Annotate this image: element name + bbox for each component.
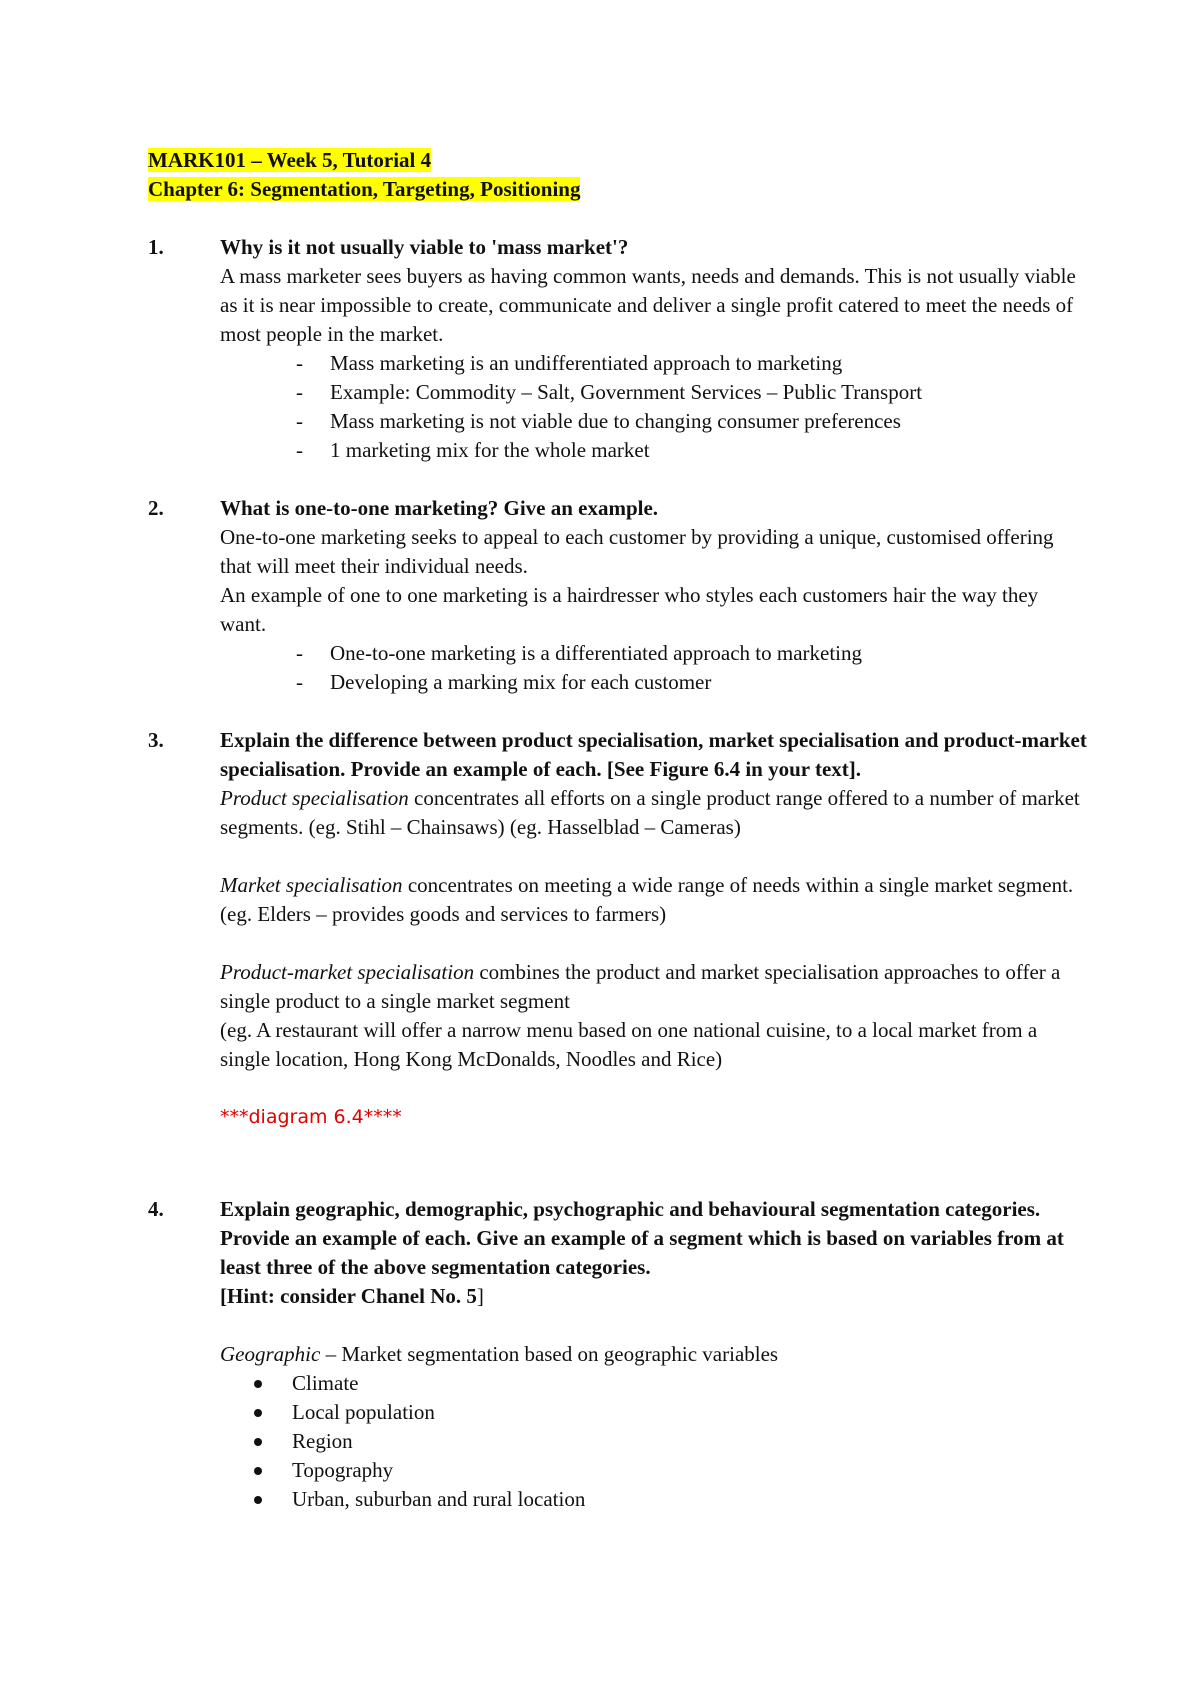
- list-item: - 1 marketing mix for the whole market: [220, 436, 1088, 465]
- question-3: [148, 726, 1088, 1132]
- list-item: Climate: [220, 1369, 1088, 1398]
- term: Product specialisation: [220, 786, 409, 810]
- question-number: 3.: [148, 728, 164, 752]
- question-2: [148, 494, 1088, 697]
- answer-paragraph: Product specialisation concentrates all efforts on a single product range offered to a number of market segments. (eg. Stihl – Chainsaws) (eg. Hasselblad – Cameras): [220, 786, 1080, 839]
- list-item: Region: [220, 1427, 1088, 1456]
- question-1: [148, 233, 1088, 465]
- list-item: - One-to-one marketing is a differentiated approach to marketing: [220, 639, 1088, 668]
- question-4: [148, 1195, 1088, 1514]
- hint-text: [Hint: consider Chanel No. 5]: [220, 1284, 484, 1308]
- term: Geographic: [220, 1342, 321, 1366]
- term: Market specialisation: [220, 873, 403, 897]
- dash-list: [220, 349, 1088, 465]
- term: Product-market specialisation: [220, 960, 475, 984]
- course-title: MARK101 – Week 5, Tutorial 4: [148, 148, 432, 172]
- list-item: - Example: Commodity – Salt, Government Services – Public Transport: [220, 378, 1088, 407]
- list-item: - Mass marketing is not viable due to changing consumer preferences: [220, 407, 1088, 436]
- answer-paragraph: Market specialisation concentrates on meeting a wide range of needs within a single market segment. (eg. Elders – provides goods and services to farmers): [220, 873, 1074, 926]
- bullet-list: [220, 1369, 1088, 1514]
- question-number: 4.: [148, 1197, 164, 1221]
- answer-text: A mass marketer sees buyers as having common wants, needs and demands. This is not usually viable as it is near impossible to create, communicate and deliver a single profit catered to meet the needs of most people in the market.: [220, 264, 1076, 346]
- question-text: Explain geographic, demographic, psychographic and behavioural segmentation categories. Provide an example of each. Give an example of a segment which is based on variables from at least three of the above segmentation categories.: [220, 1197, 1064, 1279]
- question-text: What is one-to-one marketing? Give an example.: [220, 496, 659, 520]
- dash-list: [220, 639, 1088, 697]
- question-text: Why is it not usually viable to 'mass market'?: [220, 235, 629, 259]
- list-item: - Mass marketing is an undifferentiated approach to marketing: [220, 349, 1088, 378]
- answer-paragraph: Geographic – Market segmentation based on geographic variables: [220, 1342, 779, 1366]
- chapter-title: Chapter 6: Segmentation, Targeting, Positioning: [148, 177, 581, 201]
- list-item: Local population: [220, 1398, 1088, 1427]
- list-item: - Developing a marking mix for each customer: [220, 668, 1088, 697]
- answer-text: One-to-one marketing seeks to appeal to each customer by providing a unique, customised offering that will meet their individual needs.: [220, 525, 1054, 578]
- question-text: Explain the difference between product specialisation, market specialisation and product-market specialisation. Provide an example of each. [See Figure 6.4 in your text].: [220, 728, 1087, 781]
- diagram-note: ***diagram 6.4****: [220, 1106, 402, 1128]
- list-item: Topography: [220, 1456, 1088, 1485]
- answer-paragraph: Product-market specialisation combines the product and market specialisation approaches to offer a single product to a single market segment: [220, 960, 1061, 1013]
- answer-text: An example of one to one marketing is a hairdresser who styles each customers hair the way they want.: [220, 583, 1039, 636]
- answer-example: (eg. A restaurant will offer a narrow menu based on one national cuisine, to a local market from a single location, Hong Kong McDonalds, Noodles and Rice): [220, 1018, 1038, 1071]
- list-item: Urban, suburban and rural location: [220, 1485, 1088, 1514]
- question-number: 2.: [148, 496, 164, 520]
- question-number: 1.: [148, 235, 164, 259]
